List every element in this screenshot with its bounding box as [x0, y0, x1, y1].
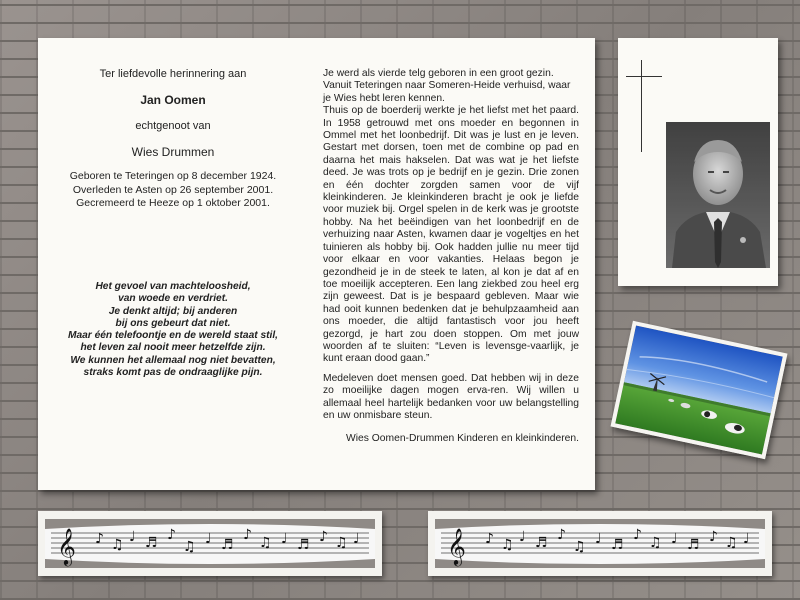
- birth-line: Geboren te Teteringen op 8 december 1924.: [69, 170, 277, 182]
- music-banner-left: [38, 511, 382, 576]
- svg-text:♫: ♫: [111, 537, 124, 553]
- bio-intro-line: Vanuit Teteringen naar Someren-Heide verhuisd, waar: [323, 80, 571, 92]
- svg-text:♪: ♪: [709, 529, 718, 545]
- poem-line: bij ons gebeurt dat niet.: [115, 317, 231, 329]
- biography-text: Thuis op de boerderij werkte je het liefst met het paard. In 1958 getrouwd met ons moeder en begonnen in Ommel met het loonbedrijf. Dit was je lust en je leven. Gestart met dorsen, toen met de combine op pad en daarna het mais hakselen. Dat was wat je het liefste deed. Je was trots op je bedrijf en je gezin. Drie zonen en één dochter zorgden samen voor de vijf kleinkinderen. Je kleinkinderen bracht je ook je liefde voor muziek bij. Orgel spelen in de kerk was je grootste hobby. Na het beëindigen van het loonbedrijf en de verhuizing naar Asten, kwamen daar je vogeltjes en het tuinieren als hobby bij. Ook hadden jullie nu meer tijd voor elkaar en voor vakanties. Helaas begon je gezondheid je in de steek te laten, al kon je dat af en toe moeilijk accepteren. Een lang ziekbed zou heel erg zijn geweest. Dat is je bespaard gebleven. Maar wie had ooit kunnen bedenken dat je behulpzaamheid aan ons moeder, die altijd fantastisch voor jou heeft gezorgd, je hart zou doen stoppen. Om met jouw woorden af te sluiten: “Leven is levensge-vaarlijk, je kunt eraan dood gaan.”: [323, 105, 579, 365]
- svg-text:♪: ♪: [633, 527, 642, 543]
- poem-line: Maar één telefoontje en de wereld staat stil,: [67, 330, 279, 342]
- svg-text:♫: ♫: [573, 539, 586, 555]
- svg-text:♫: ♫: [335, 535, 348, 551]
- svg-text:♬: ♬: [297, 537, 310, 553]
- poem-line: Je denkt altijd; bij anderen: [108, 305, 238, 317]
- bio-intro-line: je Wies hebt leren kennen.: [323, 92, 445, 104]
- deceased-name: Jan Oomen: [140, 93, 206, 107]
- svg-text:♩: ♩: [281, 531, 288, 547]
- svg-text:♩: ♩: [743, 531, 750, 547]
- life-dates: [38, 170, 308, 211]
- svg-text:♩: ♩: [205, 531, 212, 547]
- music-staff-icon: [435, 519, 765, 568]
- svg-text:♪: ♪: [243, 527, 252, 543]
- signature-name: Wies Oomen-Drummen: [346, 433, 455, 445]
- svg-text:♫: ♫: [183, 539, 196, 555]
- svg-text:♩: ♩: [129, 529, 136, 545]
- signature-family: Kinderen en kleinkinderen.: [457, 433, 579, 445]
- spouse-label: echtgenoot van: [135, 120, 211, 132]
- signature: [323, 433, 579, 445]
- svg-text:♫: ♫: [501, 537, 514, 553]
- bio-intro: [323, 68, 579, 105]
- svg-text:♩: ♩: [671, 531, 678, 547]
- svg-text:♪: ♪: [485, 531, 494, 547]
- poem-line: straks komt pas de ondraaglijke pijn.: [83, 367, 263, 379]
- svg-text:♬: ♬: [535, 535, 548, 551]
- poem-line: Het gevoel van machteloosheid,: [95, 281, 251, 292]
- bio-intro-line: Je werd als vierde telg geboren in een groot gezin.: [323, 68, 554, 79]
- svg-text:𝄞: 𝄞: [57, 527, 76, 565]
- biography-column: [323, 68, 579, 446]
- music-banner-right: [428, 511, 772, 576]
- svg-text:♬: ♬: [611, 537, 624, 553]
- svg-text:♫: ♫: [725, 535, 738, 551]
- intro-text: Ter liefdevolle herinnering aan: [99, 68, 247, 80]
- svg-text:♫: ♫: [649, 535, 662, 551]
- poem-line: We kunnen het allemaal nog niet bevatten,: [70, 354, 276, 366]
- svg-text:♪: ♪: [167, 527, 176, 543]
- svg-text:♩: ♩: [353, 531, 360, 547]
- svg-text:♪: ♪: [319, 529, 328, 545]
- poem: [38, 281, 308, 379]
- svg-text:♪: ♪: [557, 527, 566, 543]
- portrait-photo: [666, 122, 770, 268]
- svg-text:♩: ♩: [519, 529, 526, 545]
- memorial-card: [38, 38, 595, 490]
- cremation-line: Gecremeerd te Heeze op 1 oktober 2001.: [76, 197, 270, 209]
- windmill-landscape-photo: [610, 321, 787, 459]
- death-line: Overleden te Asten op 26 september 2001.: [72, 183, 274, 196]
- svg-text:♪: ♪: [95, 531, 104, 547]
- svg-text:♫: ♫: [259, 535, 272, 551]
- card-left-column: [38, 38, 308, 490]
- svg-text:♬: ♬: [145, 535, 158, 551]
- svg-text:♬: ♬: [687, 537, 700, 553]
- music-staff-icon: [45, 519, 375, 568]
- closing-text: Medeleven doet mensen goed. Dat hebben wij in deze zo moeilijke dagen mogen erva-ren. Wij willen u allemaal heel hartelijk bedanken voor uw belangstelling en uw onmisbare steun.: [323, 372, 579, 421]
- poem-line: van woede en verdriet.: [118, 293, 228, 305]
- svg-text:♬: ♬: [221, 537, 234, 553]
- spouse-name: Wies Drummen: [131, 145, 215, 159]
- svg-text:𝄞: 𝄞: [447, 527, 466, 565]
- cross-icon: [641, 60, 642, 152]
- svg-text:♩: ♩: [595, 531, 602, 547]
- poem-line: het leven zal nooit meer hetzelfde zijn.: [80, 342, 266, 354]
- photo-card: [618, 38, 778, 286]
